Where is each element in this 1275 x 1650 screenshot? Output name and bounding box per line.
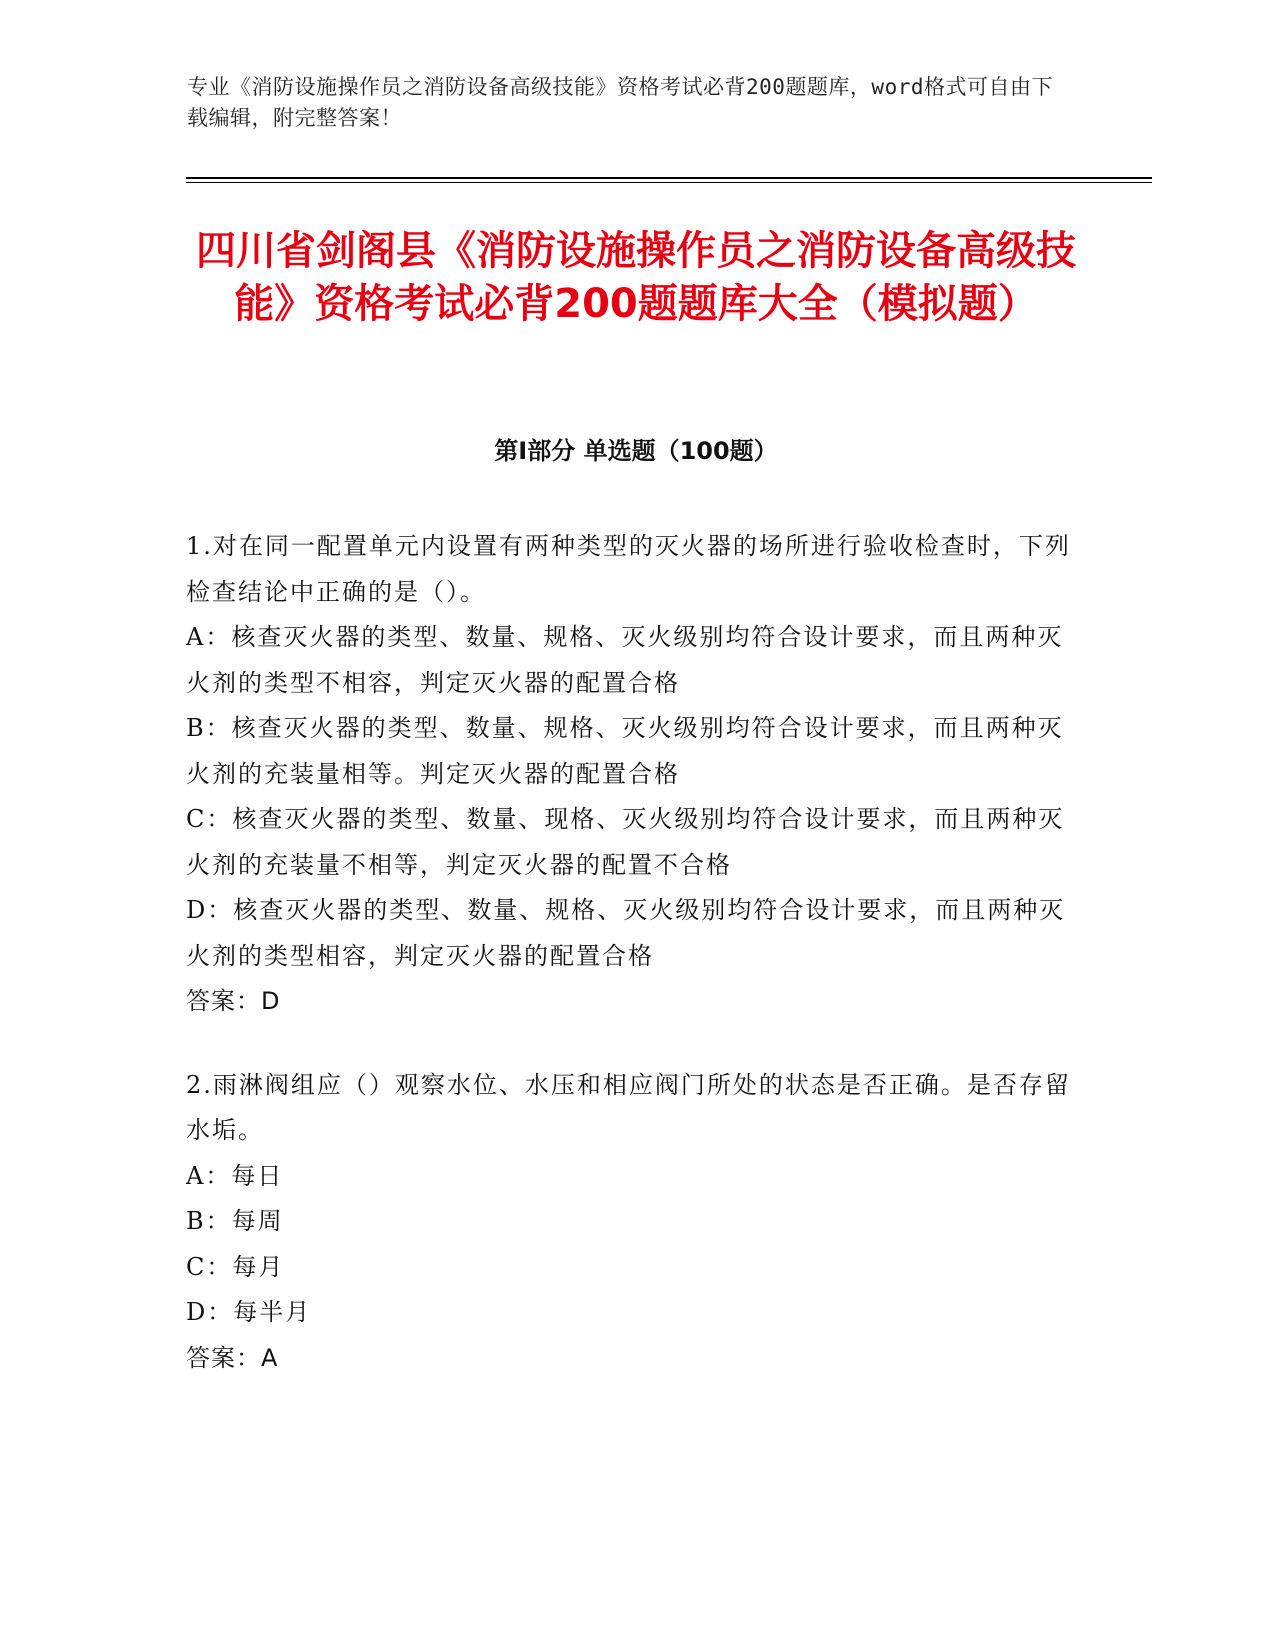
- answer: 答案：D: [186, 987, 281, 1015]
- option-c: C：每月: [186, 1252, 285, 1281]
- section-heading: 第Ⅰ部分 单选题（100题）: [494, 437, 778, 465]
- option-a: A：核查灭火器的类型、数量、规格、灭火级别均符合设计要求，而且两种灭火剂的类型不相容，判定灭火器的配置合格: [186, 623, 1064, 697]
- question-list: [186, 524, 1086, 1381]
- question-stem: 2.雨淋阀组应（）观察水位、水压和相应阀门所处的状态是否正确。是否存留水垢。: [186, 1070, 1071, 1144]
- option-d: D：核查灭火器的类型、数量、规格、灭火级别均符合设计要求，而且两种灭火剂的类型相容，判定灭火器的配置合格: [186, 896, 1066, 970]
- question-2: [186, 1063, 1086, 1382]
- option-d: D：每半月: [186, 1298, 312, 1326]
- question-1: [186, 524, 1086, 1025]
- document-title: 四川省剑阁县《消防设施操作员之消防设备高级技能》资格考试必背200题题库大全（模拟题）: [196, 228, 1076, 327]
- header-divider-thin: [186, 182, 1152, 183]
- option-a: A：每日: [186, 1161, 284, 1190]
- header-note: 专业《消防设施操作员之消防设备高级技能》资格考试必背200题题库，word格式可自由下载编辑，附完整答案！: [187, 75, 1053, 130]
- option-c: C：核查灭火器的类型、数量、现格、灭火级别均符合设计要求，而且两种灭火剂的充装量不相等，判定灭火器的配置不合格: [186, 805, 1065, 879]
- option-b: B：核查灭火器的类型、数量、规格、灭火级别均符合设计要求，而且两种灭火剂的充装量相等。判定灭火器的配置合格: [186, 714, 1064, 788]
- header-divider-thick: [186, 177, 1152, 179]
- answer: 答案：A: [186, 1343, 279, 1372]
- option-b: B：每周: [186, 1207, 284, 1235]
- question-stem: 1.对在同一配置单元内设置有两种类型的灭火器的场所进行验收检查时，下列检查结论中正确的是（）。: [186, 532, 1071, 606]
